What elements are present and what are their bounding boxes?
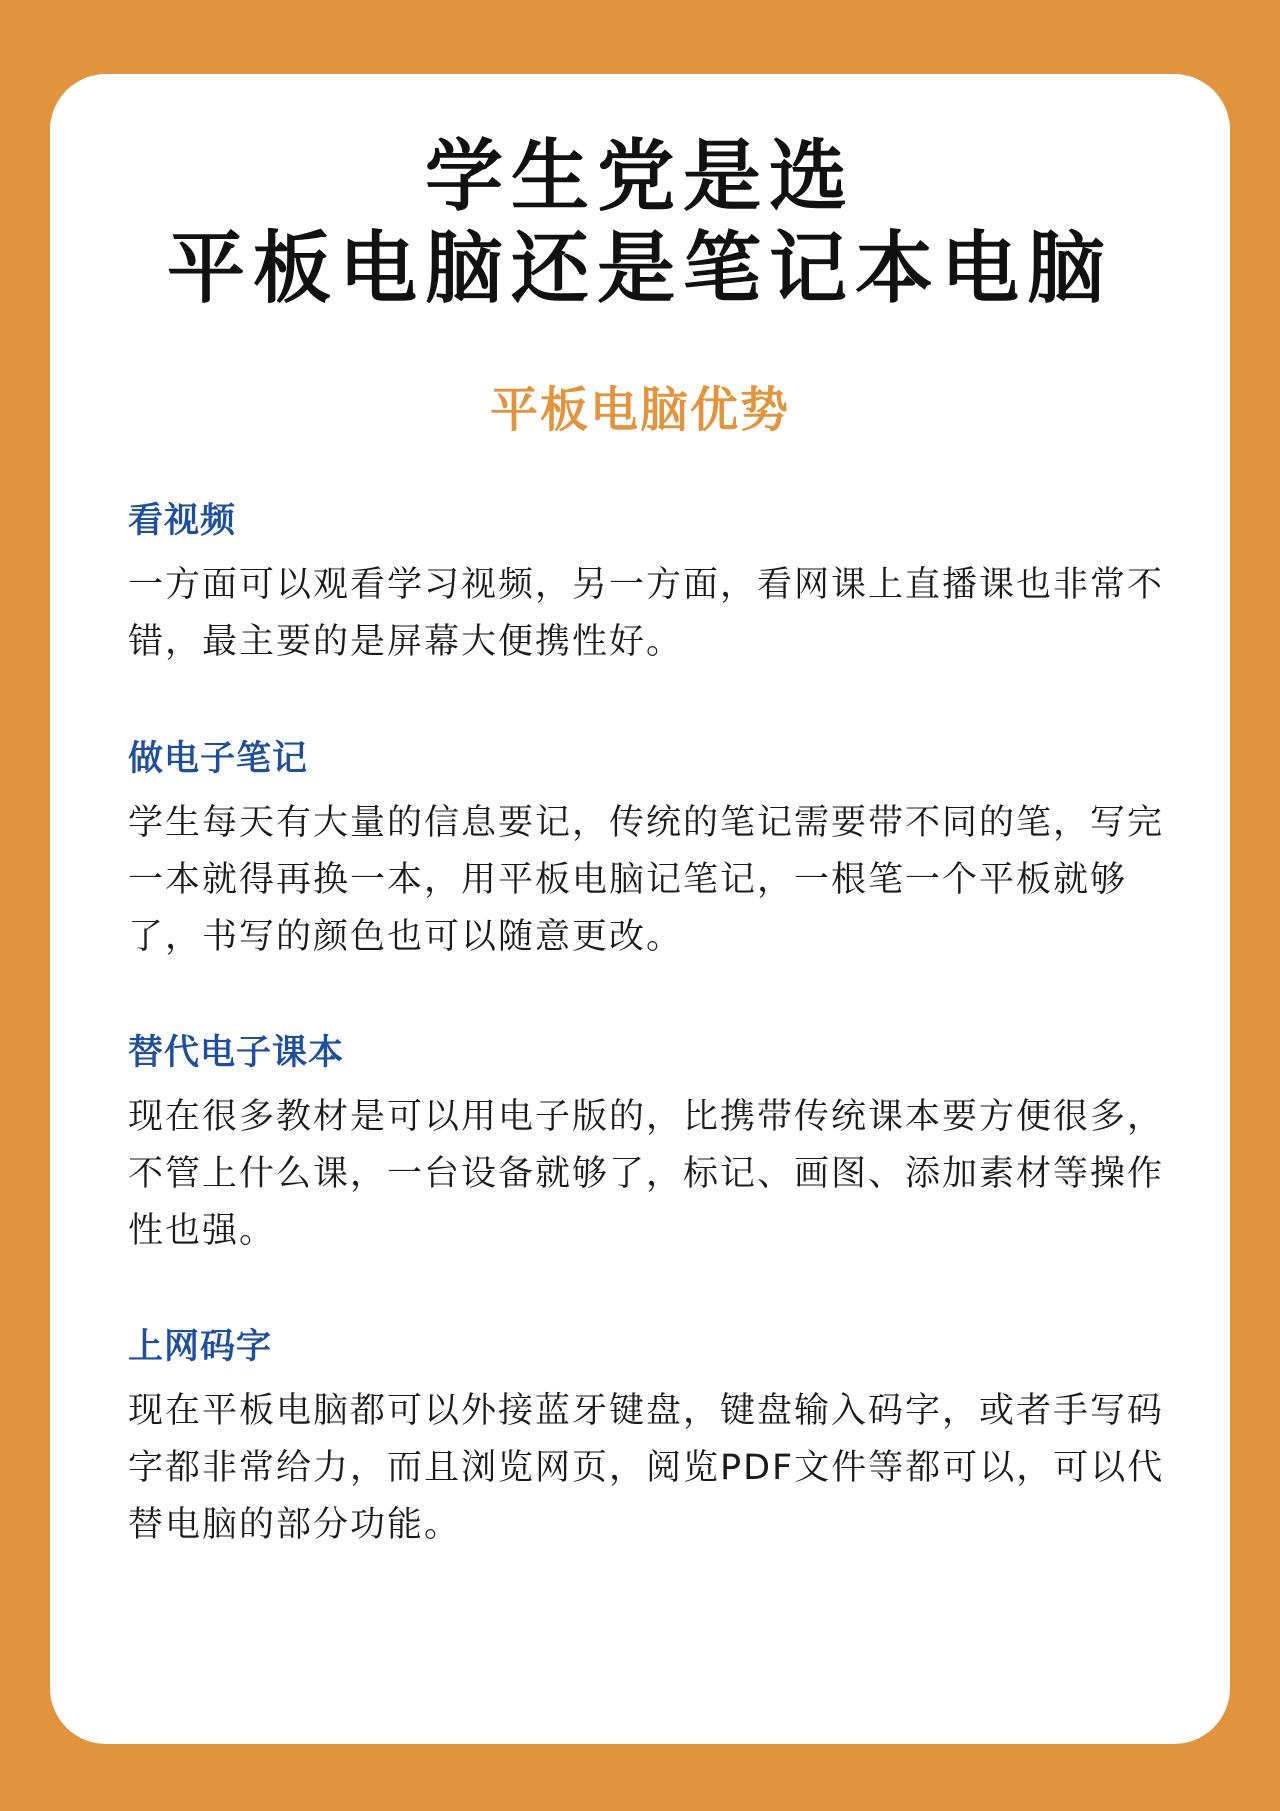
section-heading: 做电子笔记 [128,739,309,779]
section-body: 现在平板电脑都可以外接蓝牙键盘，键盘输入码字，或者手写码字都非常给力，而且浏览网页，阅览PDF文件等都可以，可以代替电脑的部分功能。 [128,1391,1165,1545]
page-title-line2: 平板电脑还是笔记本电脑 [166,224,1113,314]
section-body: 一方面可以观看学习视频，另一方面，看网课上直播课也非常不错，最主要的是屏幕大便携性好。 [128,565,1165,662]
section-watch-video [128,501,1168,671]
section-heading: 上网码字 [128,1327,273,1367]
section-body: 学生每天有大量的信息要记，传统的笔记需要带不同的笔，写完一本就得再换一本，用平板电脑记笔记，一根笔一个平板就够了，书写的颜色也可以随意更改。 [128,803,1165,957]
section-electronic-notes [128,739,1168,966]
section-subtitle: 平板电脑优势 [489,382,790,438]
section-electronic-textbook [128,1033,1168,1260]
page-title-line1: 学生党是选 [424,132,855,222]
section-heading: 替代电子课本 [128,1033,345,1073]
section-heading: 看视频 [128,501,237,541]
content-card [50,74,1230,1744]
section-typing-online [128,1327,1168,1554]
section-body: 现在很多教材是可以用电子版的，比携带传统课本要方便很多，不管上什么课，一台设备就够了，标记、画图、添加素材等操作性也强。 [128,1097,1165,1251]
